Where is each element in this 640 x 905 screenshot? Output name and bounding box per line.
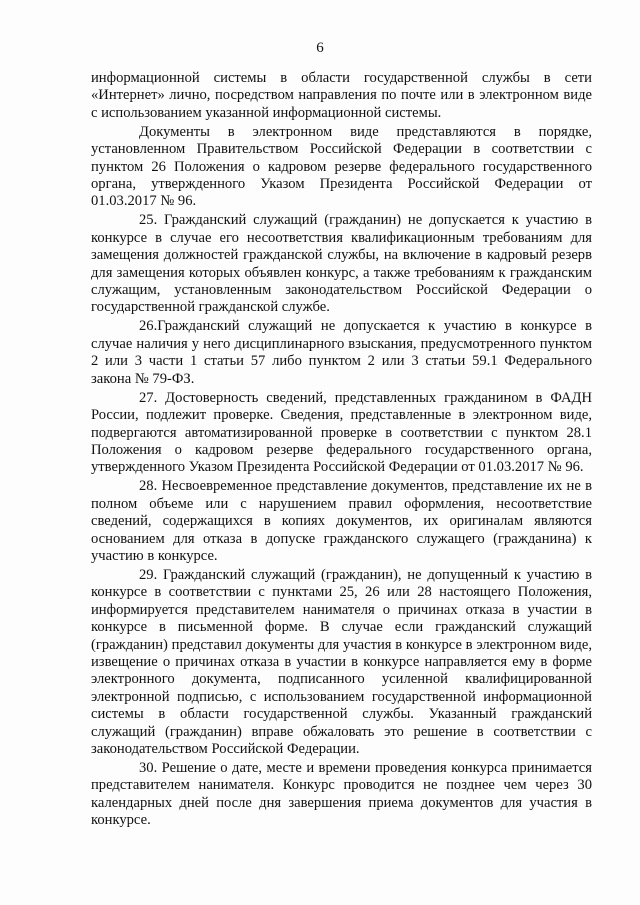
paragraph-30: 30. Решение о дате, месте и времени проведения конкурса принимается представителем нанимателя. Конкурс проводится не позднее чем через 30 календарных дней после дня завершения приема документов для участия в конкурсе.: [91, 760, 592, 829]
paragraph-27: 27. Достоверность сведений, представленных гражданином в ФАДН России, подлежит проверке. Сведения, представленные в электронном виде, подвергаются автоматизированной проверке в соответствии с пунктом 28.1 Положения о кадровом резерве федерального государственного органа, утвержденного Указом Президента Российской Федерации от 01.03.2017 № 96.: [91, 389, 592, 476]
paragraph-25: 25. Гражданский служащий (гражданин) не допускается к участию в конкурсе в случае его несоответствия квалификационным требованиям для замещения должностей гражданской службы, на включение в кадровый резерв для замещения которых объявлен конкурс, а также требованиям к гражданским служащим, установленным законодательством Российской Федерации о государственной гражданской службе.: [91, 212, 592, 316]
document-body: [91, 70, 592, 831]
paragraph-26: 26.Гражданский служащий не допускается к участию в конкурсе в случае наличия у него дисциплинарного взыскания, предусмотренного пунктом 2 или 3 части 1 статьи 57 либо пунктом 2 или 3 статьи 59.1 Федерального закона № 79-ФЗ.: [91, 318, 592, 387]
page-number: 6: [316, 40, 324, 56]
paragraph-continuation: информационной системы в области государственной службы в сети «Интернет» лично, посредством направления по почте или в электронном виде с использованием указанной информационной системы.: [91, 70, 592, 121]
paragraph-documents-submission: Документы в электронном виде представляются в порядке, установленном Правительством Российской Федерации в соответствии с пунктом 26 Положения о кадровом резерве федерального государственного органа, утвержденного Указом Президента Российской Федерации от 01.03.2017 № 96.: [91, 123, 592, 210]
paragraph-29: 29. Гражданский служащий (гражданин), не допущенный к участию в конкурсе в соответствии с пунктами 25, 26 или 28 настоящего Положения, информируется представителем нанимателя о причинах отказа в участии в конкурсе в письменной форме. В случае если гражданский служащий (гражданин) представил документы для участия в конкурсе в электронном виде, извещение о причинах отказа в участии в конкурсе направляется ему в форме электронного документа, подписанного усиленной квалифицированной электронной подписью, с использованием государственной информационной системы в области государственной службы. Указанный гражданский служащий (гражданин) вправе обжаловать это решение в соответствии с законодательством Российской Федерации.: [91, 566, 592, 757]
paragraph-28: 28. Несвоевременное представление документов, представление их не в полном объеме или с нарушением правил оформления, несоответствие сведений, содержащихся в копиях документов, их оригиналам являются основанием для отказа в допуске гражданского служащего (гражданина) к участию в конкурсе.: [91, 478, 592, 564]
